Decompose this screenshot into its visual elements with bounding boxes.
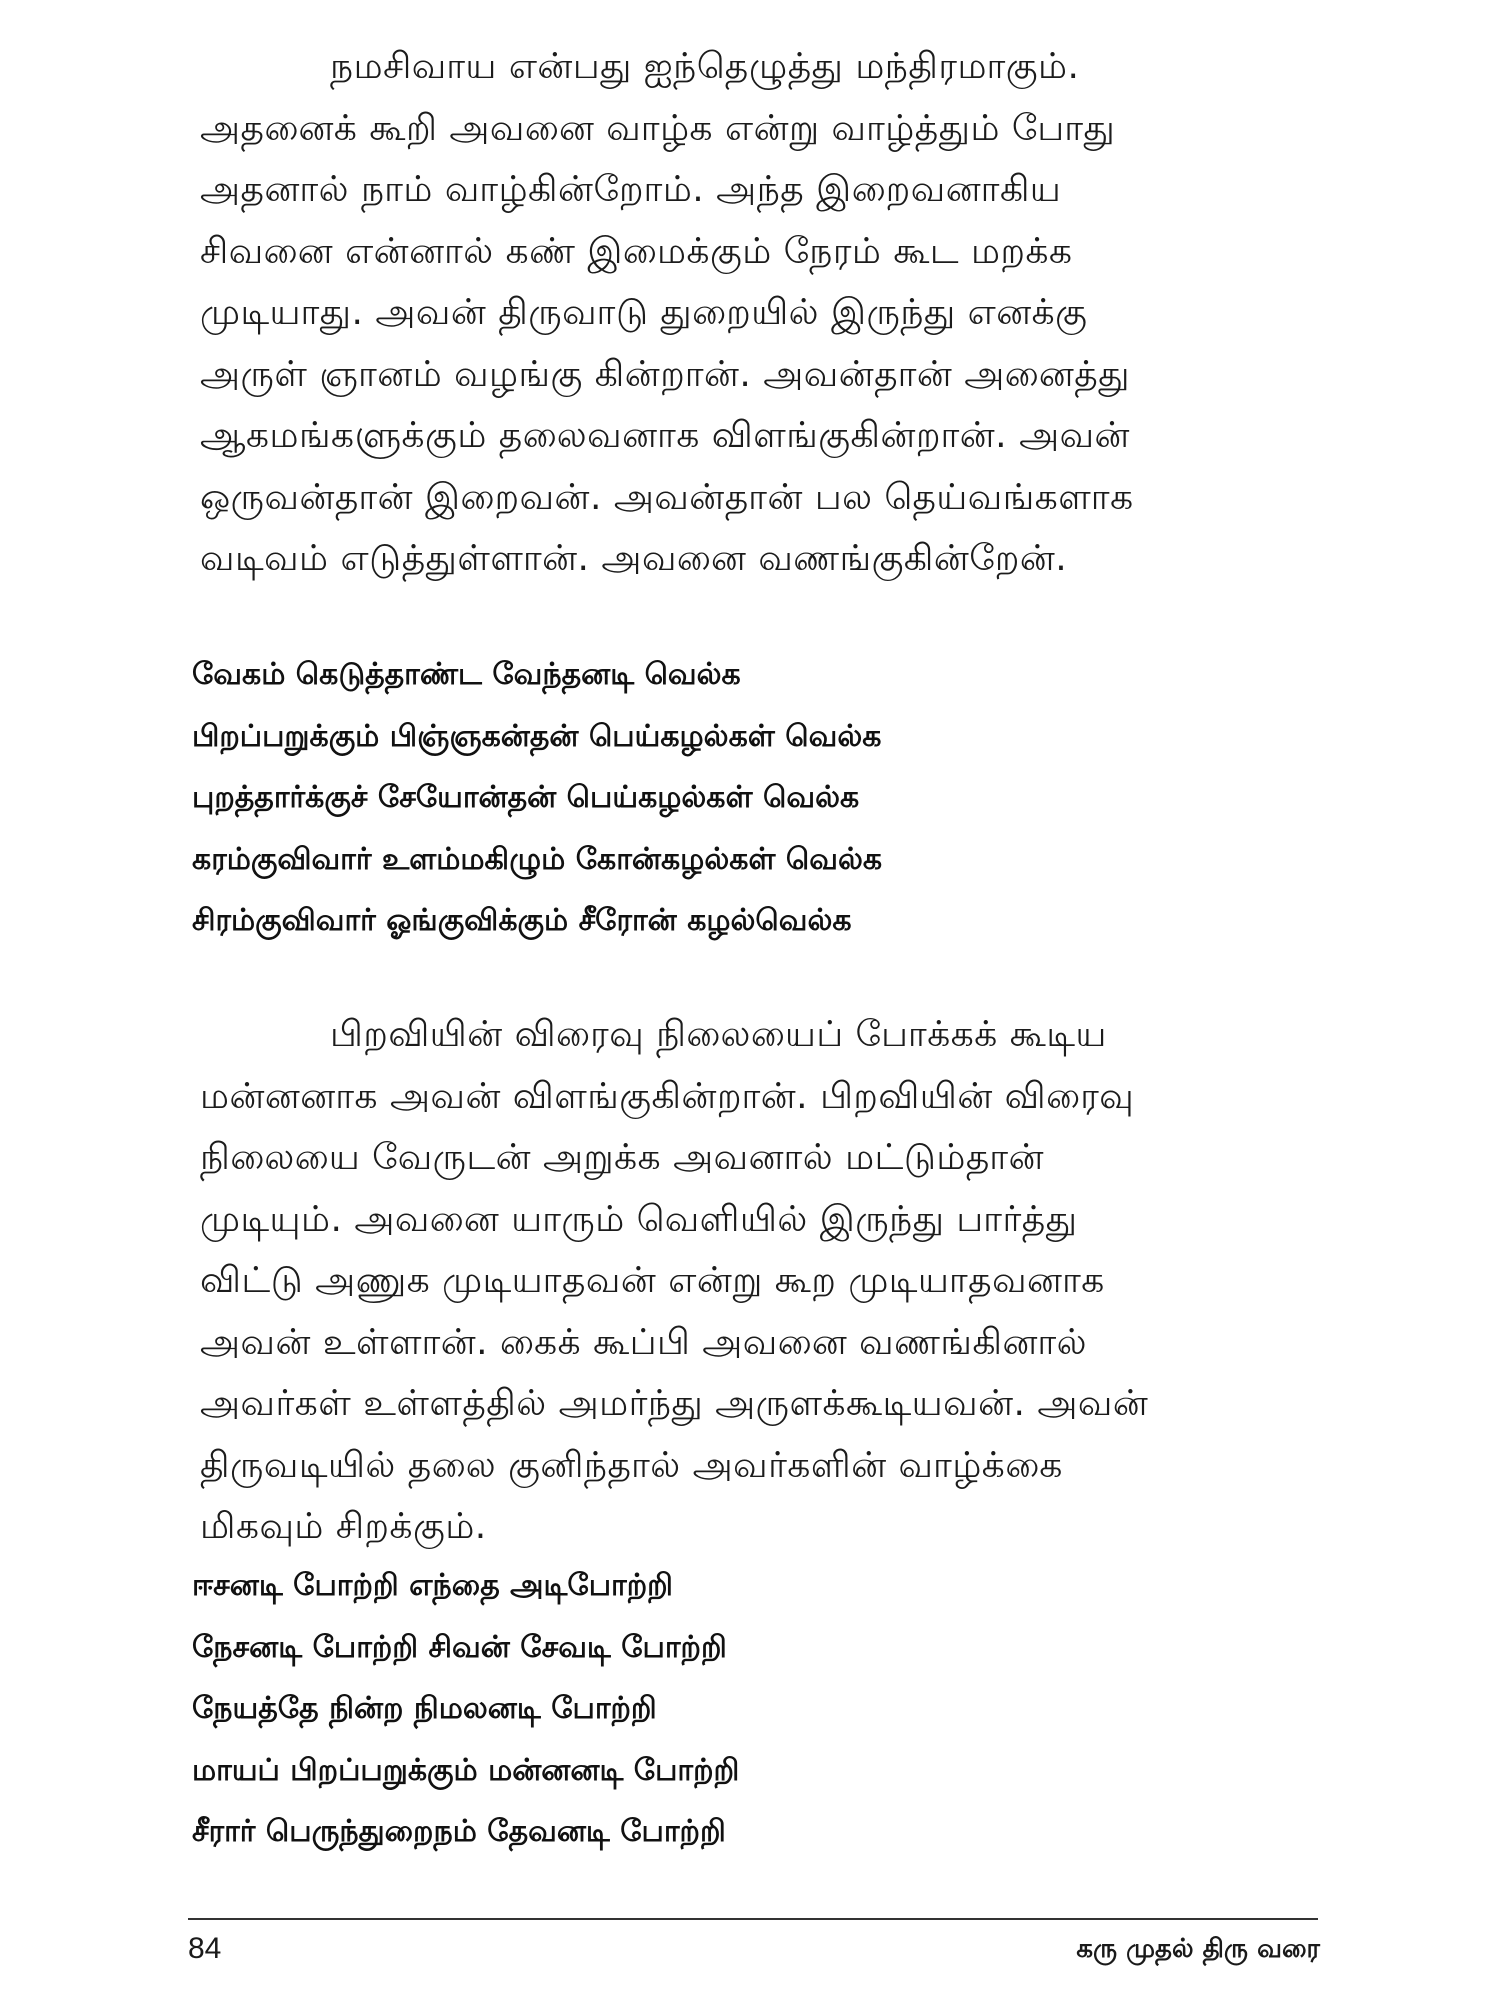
paragraph-line: அவன் உள்ளான். கைக் கூப்பி அவனை வணங்கினால் [200, 1321, 1088, 1363]
paragraph-line: திருவடியில் தலை குனிந்தால் அவர்களின் வாழ்க்கை [200, 1444, 1063, 1486]
paragraph-line: மிகவும் சிறக்கும். [200, 1506, 487, 1547]
paragraph-2 [200, 1004, 1325, 1558]
paragraph-line: சிவனை என்னால் கண் இமைக்கும் நேரம் கூட மறக்க [200, 230, 1073, 272]
verse-block-1 [192, 644, 882, 952]
verse-line: நேயத்தே நின்ற நிமலனடி போற்றி [192, 1691, 657, 1726]
running-title: கரு முதல் திரு வரை [1076, 1934, 1320, 1964]
paragraph-line: விட்டு அணுக முடியாதவன் என்று கூற முடியாதவனாக [200, 1260, 1105, 1301]
paragraph-line: நமசிவாய என்பது ஐந்தெழுத்து மந்திரமாகும். [330, 46, 1080, 87]
verse-line: ஈசனடி போற்றி எந்தை அடிபோற்றி [192, 1568, 673, 1603]
verse-line: பிறப்பறுக்கும் பிஞ்ஞகன்தன் பெய்கழல்கள் வெல்க [192, 718, 882, 754]
paragraph-line: அருள் ஞானம் வழங்கு கின்றான். அவன்தான் அனைத்து [200, 353, 1130, 395]
paragraph-line: பிறவியின் விரைவு நிலையைப் போக்கக் கூடிய [330, 1014, 1107, 1055]
paragraph-line: முடியாது. அவன் திருவாடு துறையில் இருந்து எனக்கு [200, 292, 1088, 333]
verse-line: மாயப் பிறப்பறுக்கும் மன்னனடி போற்றி [192, 1752, 740, 1788]
paragraph-line: முடியும். அவனை யாரும் வெளியில் இருந்து பார்த்து [200, 1198, 1078, 1240]
paragraph-line: அவர்கள் உள்ளத்தில் அமர்ந்து அருளக்கூடியவன். அவன் [200, 1383, 1149, 1424]
footer-divider [188, 1918, 1318, 1920]
paragraph-line: நிலையை வேருடன் அறுக்க அவனால் மட்டும்தான் [200, 1137, 1045, 1178]
verse-line: கரம்குவிவார் உளம்மகிழும் கோன்கழல்கள் வெல்க [192, 841, 883, 877]
paragraph-line: வடிவம் எடுத்துள்ளான். அவனை வணங்குகின்றேன். [200, 538, 1068, 579]
paragraph-line: அதனால் நாம் வாழ்கின்றோம். அந்த இறைவனாகிய [200, 169, 1062, 210]
verse-line: வேகம் கெடுத்தாண்ட வேந்தனடி வெல்க [192, 657, 741, 692]
paragraph-1 [200, 36, 1325, 590]
paragraph-line: அதனைக் கூறி அவனை வாழ்க என்று வாழ்த்தும் போது [200, 107, 1116, 149]
paragraph-line: ஒருவன்தான் இறைவன். அவன்தான் பல தெய்வங்களாக [200, 476, 1134, 518]
verse-block-2 [192, 1555, 739, 1863]
paragraph-line: மன்னனாக அவன் விளங்குகின்றான். பிறவியின் விரைவு [200, 1075, 1135, 1117]
page-number: 84 [188, 1932, 222, 1965]
verse-line: நேசனடி போற்றி சிவன் சேவடி போற்றி [192, 1629, 727, 1665]
verse-line: புறத்தார்க்குச் சேயோன்தன் பெய்கழல்கள் வெல்க [192, 780, 860, 815]
verse-line: சிரம்குவிவார் ஓங்குவிக்கும் சீரோன் கழல்வெல்க [192, 903, 852, 938]
paragraph-line: ஆகமங்களுக்கும் தலைவனாக விளங்குகின்றான். அவன் [200, 415, 1130, 456]
verse-line: சீரார் பெருந்துறைநம் தேவனடி போற்றி [192, 1814, 726, 1849]
